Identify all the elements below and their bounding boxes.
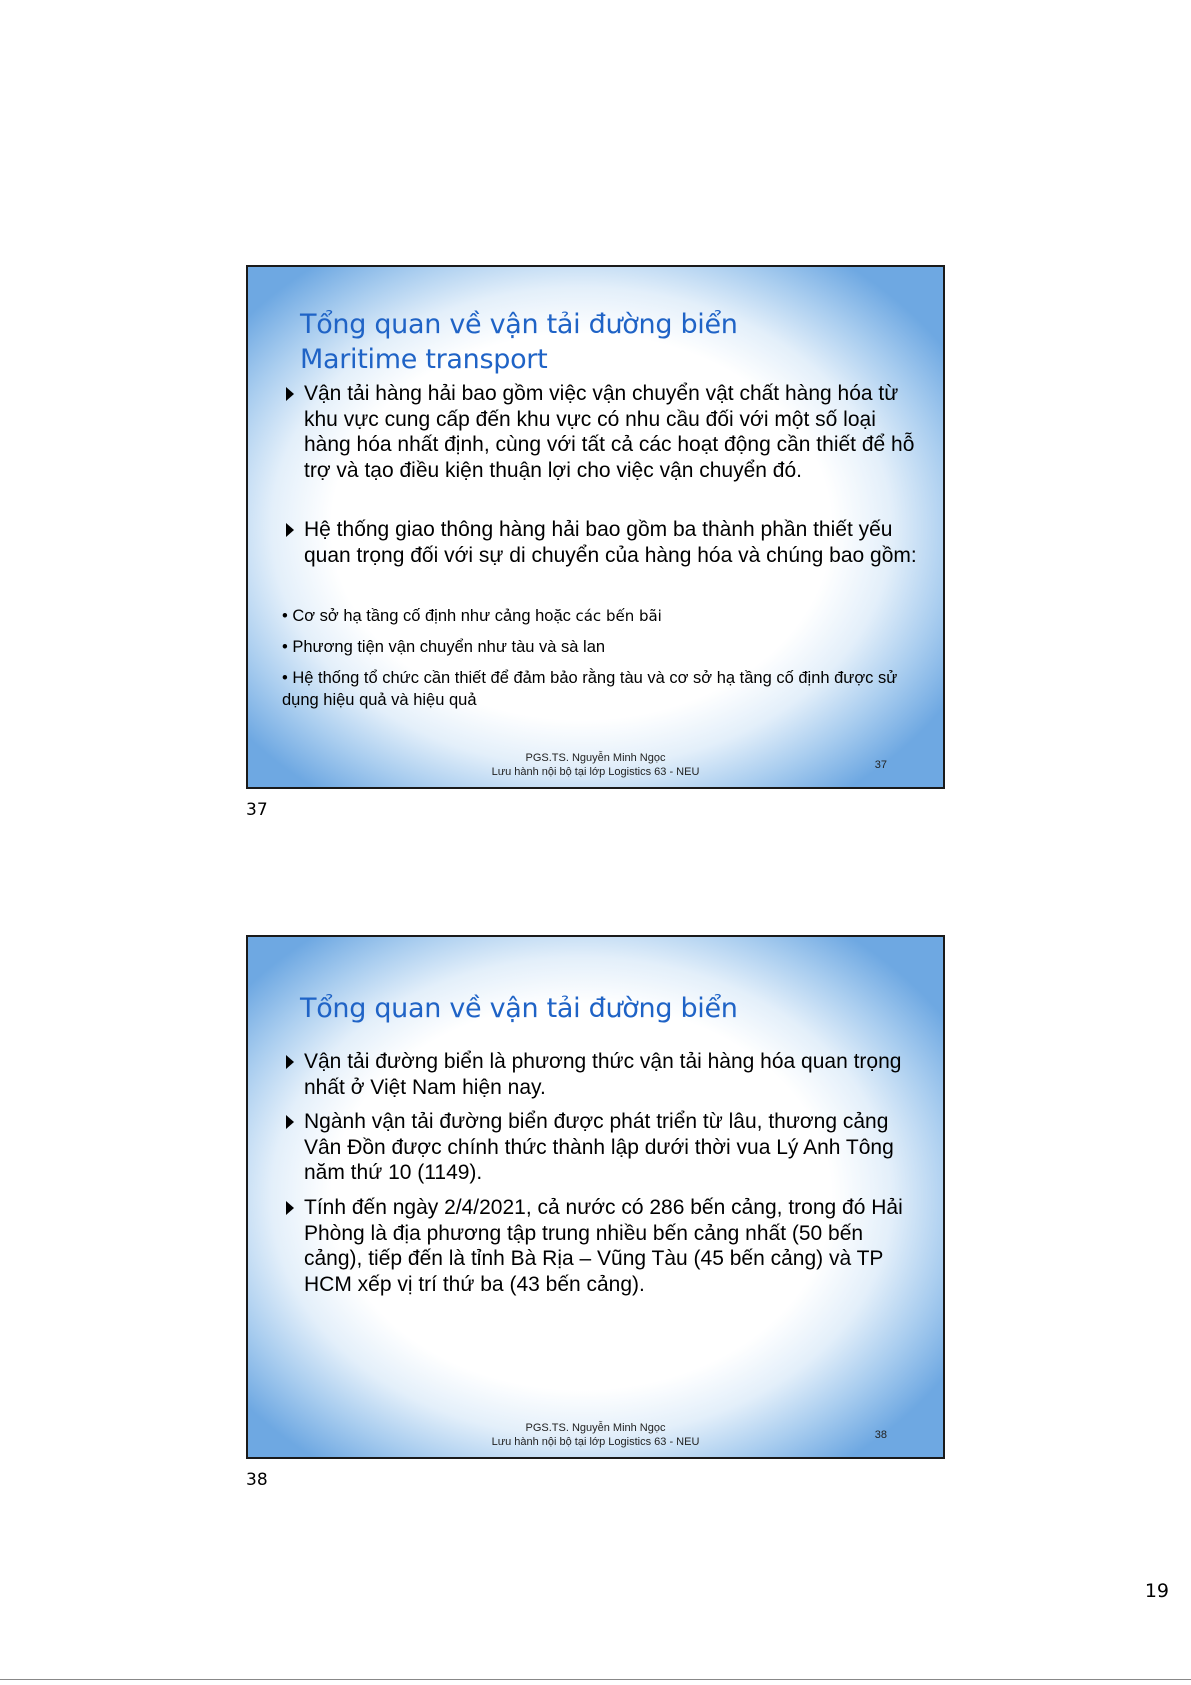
bullet-text: Vận tải đường biển là phương thức vận tải hàng hóa quan trọng nhất ở Việt Nam hiện nay. xyxy=(304,1050,902,1099)
triangle-bullet-icon xyxy=(286,1115,294,1129)
bullet-item xyxy=(286,381,926,483)
slide-page-label: 38 xyxy=(246,1470,268,1490)
sub-item-text: • Phương tiện vận chuyển như tàu và sà lan xyxy=(282,638,606,656)
slide-footer xyxy=(248,1421,943,1449)
bullet-text: Tính đến ngày 2/4/2021, cả nước có 286 bến cảng, trong đó Hải Phòng là địa phương tập trung nhiều bến cảng nhất (50 bến cảng), tiếp đến là tỉnh Bà Rịa – Vũng Tàu (45 bến cảng) và TP HCM xếp vị trí thứ ba (43 bến cảng). xyxy=(304,1196,903,1296)
bullet-item xyxy=(286,1109,926,1186)
triangle-bullet-icon xyxy=(286,1055,294,1069)
page-number: 19 xyxy=(1144,1580,1169,1602)
sub-item xyxy=(282,667,922,711)
sub-item-text: • Hệ thống tổ chức cần thiết để đảm bảo rằng tàu và cơ sở hạ tầng cố định được sử dụng hiệu quả và hiệu quả xyxy=(282,669,898,709)
slide-title: Tổng quan về vận tải đường biển xyxy=(300,993,738,1024)
triangle-bullet-icon xyxy=(286,523,294,537)
sub-item xyxy=(282,605,922,627)
footer-note: Lưu hành nội bộ tại lớp Logistics 63 - NEU xyxy=(491,766,700,778)
slide-37 xyxy=(246,265,945,789)
bullet-text: Hệ thống giao thông hàng hải bao gồm ba thành phần thiết yếu quan trọng đối với sự di chuyển của hàng hóa và chúng bao gồm: xyxy=(304,518,917,567)
slide-title: Tổng quan về vận tải đường biển xyxy=(300,309,738,340)
triangle-bullet-icon xyxy=(286,387,294,401)
slide-footer xyxy=(248,751,943,779)
bullet-text: Vận tải hàng hải bao gồm việc vận chuyển vật chất hàng hóa từ khu vực cung cấp đến khu vực có nhu cầu đối với một số loại hàng hóa nhất định, cùng với tất cả các hoạt động cần thiết để hỗ trợ và tạo điều kiện thuận lợi cho việc vận chuyển đó. xyxy=(304,382,915,482)
bullet-text: Ngành vận tải đường biển được phát triển từ lâu, thương cảng Vân Đồn được chính thức thành lập dưới thời vua Lý Anh Tông năm thứ 10 (1149). xyxy=(304,1110,894,1184)
bullet-item xyxy=(286,1049,926,1100)
footer-note: Lưu hành nội bộ tại lớp Logistics 63 - NEU xyxy=(491,1436,700,1448)
bullet-item xyxy=(286,1195,926,1297)
bullet-item xyxy=(286,517,926,568)
footer-author: PGS.TS. Nguyễn Minh Ngọc xyxy=(525,1422,666,1434)
slide-number: 37 xyxy=(874,759,887,771)
sub-item-text: • Cơ sở hạ tầng cố định như cảng hoặc xyxy=(282,607,576,625)
sub-item-tail: các bến bãi xyxy=(575,607,662,625)
slide-38 xyxy=(246,935,945,1459)
slide-subtitle: Maritime transport xyxy=(300,344,548,375)
slide-page-label: 37 xyxy=(246,800,268,820)
footer-author: PGS.TS. Nguyễn Minh Ngọc xyxy=(525,752,666,764)
triangle-bullet-icon xyxy=(286,1201,294,1215)
bottom-divider xyxy=(0,1679,1191,1680)
sub-item xyxy=(282,636,922,658)
slide-number: 38 xyxy=(874,1429,887,1441)
